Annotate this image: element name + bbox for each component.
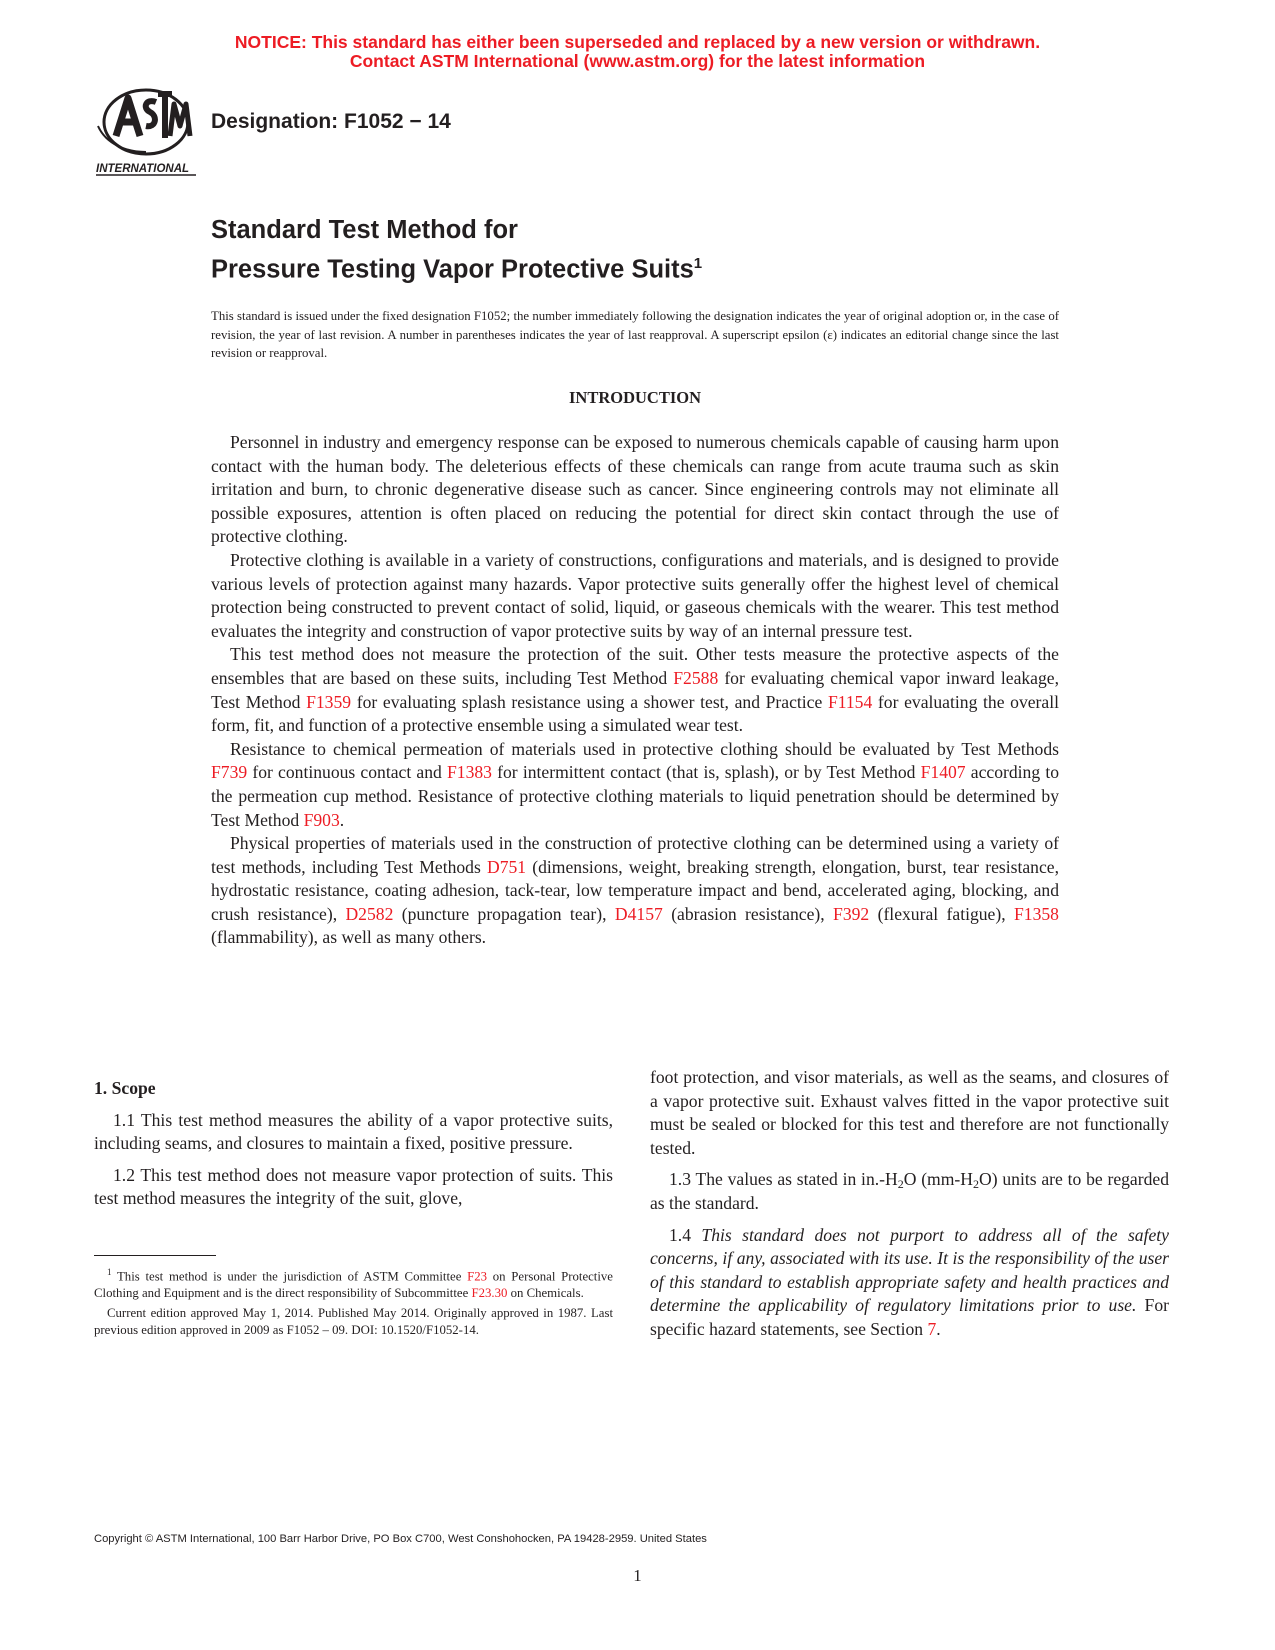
intro-paragraph-1: Personnel in industry and emergency response can be exposed to numerous chemicals capable of causing harm upon contact with the human body. The deleterious effects of these chemicals can range from acute trauma such as skin irritation and burn, to chronic degenerative disease such as cancer. Since engineering controls may not eliminate all possible exposures, attention is often placed on reducing the potential for direct skin contact through the use of protective clothing. xyxy=(211,432,1059,547)
text-run: (flexural fatigue), xyxy=(869,903,1014,924)
footnote-divider xyxy=(94,1255,216,1256)
text-run: for continuous contact and xyxy=(247,762,447,783)
footnotes xyxy=(94,1264,613,1341)
text-run: Physical properties of materials used in the construction of protective clothing can be determined using a variety of test methods, including Test Methods xyxy=(211,833,1059,877)
footnote-mark: 1 xyxy=(107,1267,112,1277)
title-line-1: Standard Test Method for xyxy=(211,216,518,244)
link-f1358[interactable]: F1358 xyxy=(1014,903,1059,924)
link-d2582[interactable]: D2582 xyxy=(345,903,394,924)
link-f23[interactable]: F23 xyxy=(467,1269,488,1284)
text-run: O (mm-H xyxy=(903,1169,973,1190)
text-run: (flammability), as well as many others. xyxy=(211,927,487,948)
text-run: for evaluating the overall form, fit, and function of a protective ensemble using a simulated wear test. xyxy=(211,691,1059,736)
text-run: according to the permeation cup method. Resistance of protective clothing materials to liquid penetration should be determined by Test Method xyxy=(211,762,1060,830)
link-d4157[interactable]: D4157 xyxy=(614,903,663,924)
section-1-1: 1.1 This test method measures the ability of a vapor protective suits, including seams, and closures to maintain a fixed, positive pressure. xyxy=(94,1109,613,1154)
astm-logo xyxy=(96,86,198,178)
section-1-3 xyxy=(650,1168,1169,1215)
safety-caveat: This standard does not purport to address all of the safety concerns, if any, associated with its use. It is the responsibility of the user of this standard to establish appropriate safety and health practices and determine the applicability of regulatory limitations prior to use. xyxy=(650,1224,1169,1316)
astm-logo-mark xyxy=(96,86,198,178)
text-run: For specific hazard statements, see Section xyxy=(650,1295,1169,1339)
text-run: on Chemicals. xyxy=(507,1286,584,1301)
text-run: for intermittent contact (that is, splash), or by Test Method xyxy=(491,762,921,783)
text-run: O) units are to be regarded as the standard. xyxy=(650,1169,1170,1213)
link-f1359[interactable]: F1359 xyxy=(306,691,352,712)
notice-line-1: NOTICE: This standard has either been superseded and replaced by a new version or withdrawn. xyxy=(234,32,1041,52)
introduction-body xyxy=(211,431,1059,950)
link-f1383[interactable]: F1383 xyxy=(446,762,492,783)
section-1-2: 1.2 This test method does not measure vapor protection of suits. This test method measures the integrity of the suit, glove, xyxy=(94,1164,613,1209)
section-1-4 xyxy=(650,1224,1169,1342)
link-f903[interactable]: F903 xyxy=(303,809,340,830)
text-run: Resistance to chemical permeation of materials used in protective clothing should be evaluated by Test Methods xyxy=(230,738,1059,759)
subscript: 2 xyxy=(897,1177,904,1192)
introduction-heading: INTRODUCTION xyxy=(568,388,702,407)
logo-wordmark: INTERNATIONAL xyxy=(96,163,190,175)
link-f2588[interactable]: F2588 xyxy=(673,667,719,688)
text-run: 1.4 xyxy=(669,1224,702,1245)
notice-line-2: Contact ASTM International (www.astm.org) for the latest information xyxy=(349,51,926,71)
link-f1407[interactable]: F1407 xyxy=(920,762,966,783)
designation: Designation: F1052 − 14 xyxy=(211,110,451,133)
page-number: 1 xyxy=(633,1566,642,1585)
title-footnote-ref[interactable]: 1 xyxy=(693,255,703,272)
link-f23-30[interactable]: F23.30 xyxy=(471,1286,508,1301)
link-f392[interactable]: F392 xyxy=(833,903,870,924)
text-run: This test method does not measure the protection of the suit. Other tests measure the protective aspects of the ensembles that are based on these suits, including Test Method xyxy=(211,644,1059,688)
link-f1154[interactable]: F1154 xyxy=(827,691,873,712)
text-run: 1.3 The values as stated in in.-H xyxy=(669,1169,898,1190)
section-1-2-continued: foot protection, and visor materials, as well as the seams, and closures of a vapor protective suit. Exhaust valves fitted in the vapor protective suit must be sealed or blocked for this test and therefore are not functionally tested. xyxy=(650,1067,1169,1158)
copyright-footer: Copyright © ASTM International, 100 Barr Harbor Drive, PO Box C700, West Conshohocken, PA 19428-2959. United States xyxy=(94,1533,707,1545)
notice-banner xyxy=(0,33,1275,71)
intro-paragraph-4 xyxy=(211,738,1059,832)
right-column xyxy=(650,1066,1169,1350)
text-run: (puncture propagation tear), xyxy=(393,903,615,924)
text-run: This test method is under the jurisdiction of ASTM Committee xyxy=(111,1269,468,1284)
text-run: . xyxy=(339,809,345,830)
text-run: for evaluating splash resistance using a shower test, and Practice xyxy=(351,691,828,712)
link-section-7[interactable]: 7 xyxy=(927,1318,937,1339)
intro-paragraph-3 xyxy=(211,643,1059,737)
issuance-note: This standard is issued under the fixed designation F1052; the number immediately following the designation indicates the year of original adoption or, in the case of revision, the year of last revision. A number in parentheses indicates the year of last reapproval. A superscript epsilon (ε) indicates an editorial change since the last revision or reapproval. xyxy=(211,309,1059,360)
link-f739[interactable]: F739 xyxy=(211,762,248,783)
text-run: . xyxy=(936,1318,941,1339)
title-line-2 xyxy=(211,247,702,287)
title-line-2-text: Pressure Testing Vapor Protective Suits xyxy=(211,255,694,284)
link-d751[interactable]: D751 xyxy=(486,856,527,877)
subscript: 2 xyxy=(973,1177,979,1192)
text-run: on Personal Protective Clothing and Equipment and is the direct responsibility of Subcommittee xyxy=(94,1269,613,1301)
text-run: for evaluating chemical vapor inward leakage, Test Method xyxy=(211,667,1059,712)
intro-paragraph-2: Protective clothing is available in a variety of constructions, configurations and materials, and is designed to provide various levels of protection against many hazards. Vapor protective suits generally offer the highest level of chemical protection being constructed to prevent contact of solid, liquid, or gaseous chemicals with the wearer. This test method evaluates the integrity and construction of vapor protective suits by way of an internal pressure test. xyxy=(211,549,1059,641)
footnote-edition: Current edition approved May 1, 2014. Published May 2014. Originally approved in 1987. Last previous edition approved in 2009 as F1052 – 09. DOI: 10.1520/F1052-14. xyxy=(94,1305,613,1337)
text-run: (dimensions, weight, breaking strength, elongation, burst, tear resistance, hydrostatic resistance, coating adhesion, tack-tear, low temperature impact and bend, accelerated aging, blocking, and crush resistance), xyxy=(211,856,1059,924)
footnote-1 xyxy=(94,1264,613,1303)
document-title xyxy=(211,214,702,287)
section-1-heading: 1. Scope xyxy=(94,1078,156,1098)
intro-paragraph-5 xyxy=(211,832,1059,950)
left-column xyxy=(94,1077,613,1219)
text-run: (abrasion resistance), xyxy=(662,903,834,924)
